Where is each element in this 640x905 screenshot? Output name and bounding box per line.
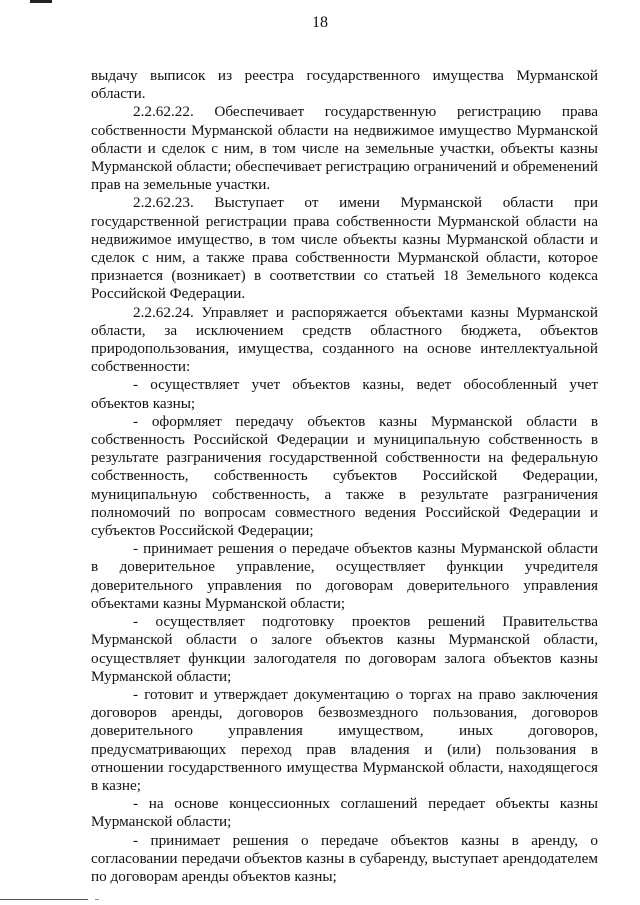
clause-2-2-62-22: 2.2.62.22. Обеспечивает государственную регистрацию права собственности Мурманской области на недвижимое имущество Мурманской области и сделок с ним, в том числе на земельные участки, объекты казны Мурманской области; обеспечивает регистрацию ограничений и обременений прав на земельные участки.: [91, 103, 598, 194]
list-item: - осуществляет учет объектов казны, ведет обособленный учет объектов казны;: [91, 376, 598, 412]
clause-2-2-62-23: 2.2.62.23. Выступает от имени Мурманской области при государственной регистрации права собственности Мурманской области на недвижимое имущество, в том числе объекты казны Мурманской области и сделок с ним, а также права собственности Мурманской области, которое признается (возникает) в соответствии со статьей 18 Земельного кодекса Российской Федерации.: [91, 194, 598, 303]
list-item: - осуществляет подготовку проектов решений Правительства Мурманской области о залоге объектов казны Мурманской области, осуществляет функции залогодателя по договорам залога объектов казны Мурманской области;: [91, 613, 598, 685]
list-item: - принимает решения о передаче объектов казны в аренду, о согласовании передачи объектов казны в субаренду, выступает арендодателем по договорам аренды объектов казны;: [91, 831, 598, 885]
paragraph-continuation: выдачу выписок из реестра государственного имущества Мурманской области.: [91, 67, 598, 103]
page-number: 18: [312, 14, 328, 31]
list-item: - готовит и утверждает документацию о торгах на право заключения договоров аренды, договоров безвозмездного пользования, договоров доверительного управления имуществом, иных договоров, предусматривающих переход прав владения и (или) пользования в отношении государственного имущества Мурманской области, находящегося в казне;: [91, 685, 598, 794]
clause-2-2-62-24: 2.2.62.24. Управляет и распоряжается объектами казны Мурманской области, за исключением средств областного бюджета, объектов природопользования, имущества, созданного на основе интеллектуальной собственности:: [91, 303, 598, 376]
scan-corner-mark: [30, 0, 52, 3]
scan-bottom-rule: [0, 899, 88, 900]
document-body: [91, 67, 598, 886]
list-item: - принимает решения о передаче объектов казны Мурманской области в доверительное управление, осуществляет функции учредителя доверительного управления по договорам доверительного управления объектами казны Мурманской области;: [91, 540, 598, 612]
list-item: - на основе концессионных соглашений передает объекты казны Мурманской области;: [91, 795, 598, 831]
list-item: - оформляет передачу объектов казны Мурманской области в собственность Российской Федерации и муниципальную собственность в результате разграничения государственной собственности на федеральную собственность, собственность субъектов Российской Федерации, муниципальную собственность, а также в результате разграничения полномочий по вопросам совместного ведения Российской Федерации и субъектов Российской Федерации;: [91, 412, 598, 540]
scan-bottom-mark: [95, 899, 99, 900]
